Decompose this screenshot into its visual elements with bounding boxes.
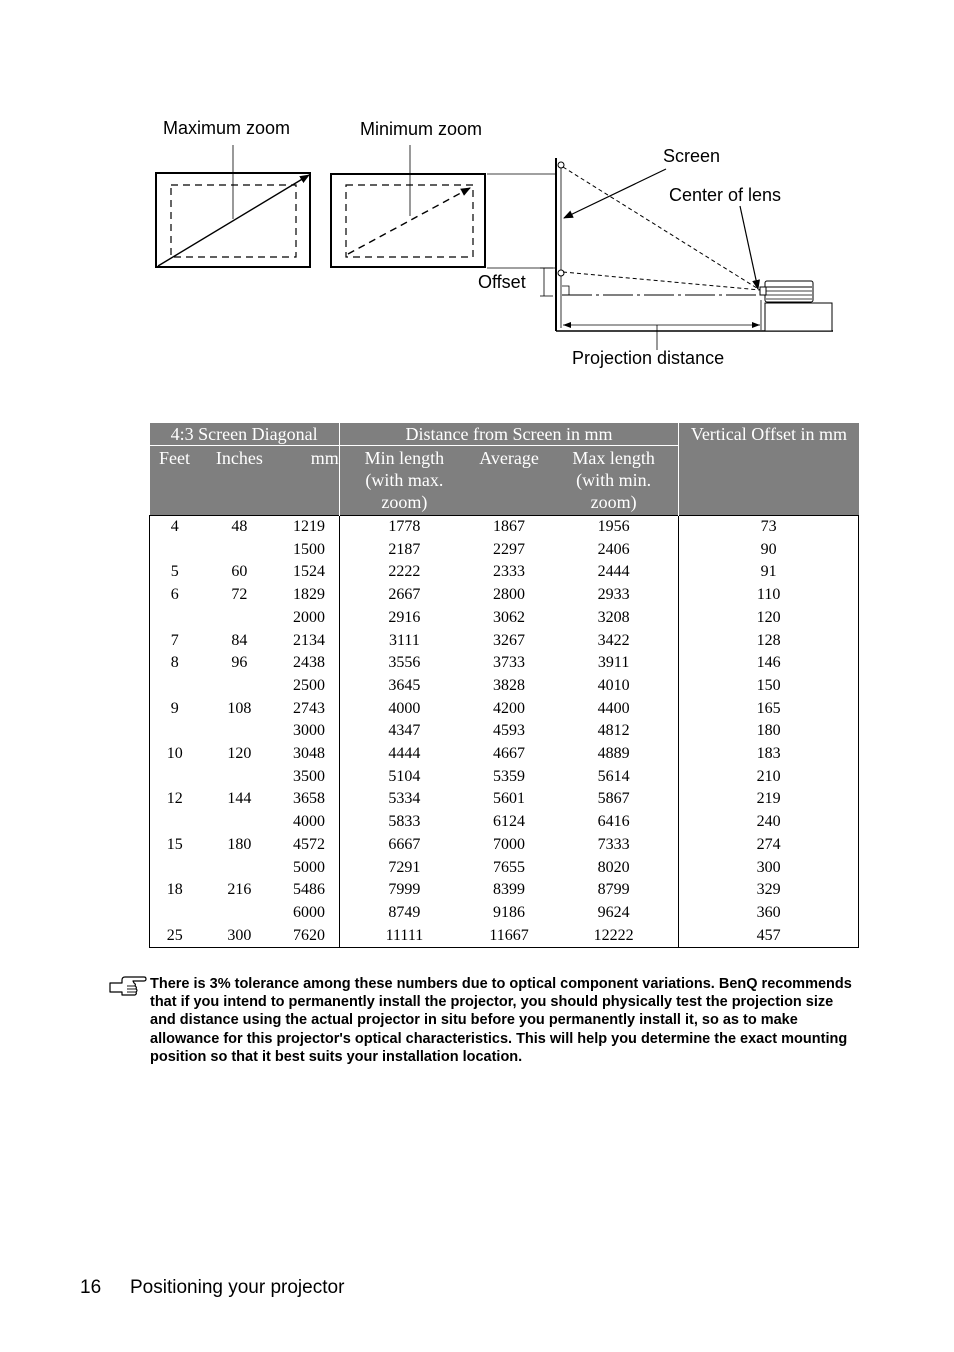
cell-max-length: 5867	[597, 790, 630, 808]
cell-vertical-offset: 165	[679, 698, 859, 721]
cell-inches	[199, 902, 279, 925]
cell-max-length: 9624	[597, 903, 630, 921]
cell-max-length: 8020	[597, 858, 630, 876]
cell-max-length: 5614	[597, 767, 630, 785]
header-distance: Distance from Screen in mm	[339, 423, 679, 446]
cell-inches	[199, 607, 279, 630]
table-row	[150, 539, 859, 562]
cell-inches: 216	[227, 881, 252, 899]
cell-vertical-offset: 329	[679, 879, 859, 902]
cell-feet	[150, 539, 200, 562]
cell-average: 7000	[493, 835, 526, 853]
cell-min-length: 11111	[339, 925, 469, 948]
cell-vertical-offset: 73	[679, 516, 859, 539]
table-row	[150, 857, 859, 880]
cell-min-length: 3645	[339, 675, 469, 698]
cell-average: 7655	[493, 858, 526, 876]
cell-max-length: 4010	[597, 676, 630, 694]
cell-feet: 6	[150, 584, 200, 607]
cell-mm: 1500	[293, 540, 326, 558]
cell-feet: 7	[150, 630, 200, 653]
cell-max-length: 6416	[597, 813, 630, 831]
cell-max-length: 12222	[549, 925, 679, 948]
cell-inches: 120	[227, 745, 252, 763]
cell-min-length: 8749	[339, 902, 469, 925]
header-min-length-line3: zoom)	[381, 492, 428, 512]
cell-feet: 4	[150, 516, 200, 539]
header-vertical-offset: Vertical Offset in mm	[679, 423, 859, 516]
projection-diagram	[0, 0, 954, 400]
cell-mm: 2500	[293, 676, 326, 694]
cell-min-length: 2222	[339, 561, 469, 584]
cell-feet: 25	[150, 925, 200, 948]
cell-mm: 3048	[293, 745, 326, 763]
table-row	[150, 811, 859, 834]
cell-mm: 5486	[293, 881, 326, 899]
cell-inches: 48	[199, 516, 279, 539]
screen-label: Screen	[663, 146, 721, 166]
cell-inches: 60	[231, 563, 248, 581]
cell-vertical-offset: 91	[679, 561, 859, 584]
cell-mm: 4572	[293, 835, 326, 853]
cell-average: 6124	[493, 813, 526, 831]
header-max-length-line1: Max length	[572, 448, 655, 468]
cell-feet: 9	[150, 698, 200, 721]
header-max-length-line3: zoom)	[590, 492, 637, 512]
cell-mm: 3500	[293, 767, 326, 785]
cell-max-length: 3422	[597, 631, 630, 649]
cell-mm: 2743	[293, 699, 326, 717]
cell-average: 3828	[493, 676, 526, 694]
cell-feet: 10	[150, 743, 200, 766]
cell-average: 9186	[493, 903, 526, 921]
cell-average: 3733	[493, 654, 526, 672]
cell-feet	[150, 720, 200, 743]
cell-vertical-offset: 360	[679, 902, 859, 925]
cell-mm: 2000	[293, 608, 326, 626]
cell-max-length: 7333	[597, 835, 630, 853]
header-min-length-line1: Min length	[364, 448, 445, 468]
cell-average: 5601	[493, 790, 526, 808]
cell-feet	[150, 811, 200, 834]
cell-feet	[150, 766, 200, 789]
cell-vertical-offset: 120	[679, 607, 859, 630]
cell-inches: 144	[227, 790, 252, 808]
table-row	[150, 675, 859, 698]
cell-feet: 18	[150, 879, 200, 902]
cell-average: 1867	[469, 516, 549, 539]
cell-average: 3062	[493, 608, 526, 626]
cell-vertical-offset: 240	[679, 811, 859, 834]
cell-mm: 6000	[293, 903, 326, 921]
table-row	[150, 584, 859, 607]
cell-average: 2800	[493, 586, 526, 604]
cell-min-length: 2916	[339, 607, 469, 630]
cell-feet: 15	[150, 834, 200, 857]
cell-max-length: 4812	[597, 722, 630, 740]
cell-max-length: 3208	[597, 608, 630, 626]
cell-vertical-offset: 183	[679, 743, 859, 766]
cell-average: 4593	[493, 722, 526, 740]
table-row	[150, 879, 859, 902]
projection-distance-label: Projection distance	[572, 348, 725, 368]
cell-mm: 7620	[279, 925, 339, 948]
cell-min-length: 5833	[339, 811, 469, 834]
cell-min-length: 6667	[339, 834, 469, 857]
cell-vertical-offset: 146	[679, 652, 859, 675]
cell-inches	[199, 675, 279, 698]
cell-max-length: 1956	[549, 516, 679, 539]
cell-average: 8399	[493, 881, 526, 899]
header-feet: Feet	[150, 446, 200, 516]
cell-average: 5359	[493, 767, 526, 785]
cell-max-length: 3911	[597, 654, 630, 672]
table-row	[150, 925, 859, 948]
table-row	[150, 834, 859, 857]
cell-min-length: 3556	[339, 652, 469, 675]
cell-min-length: 7999	[339, 879, 469, 902]
cell-average: 4667	[493, 745, 526, 763]
cell-min-length: 5104	[339, 766, 469, 789]
cell-inches	[199, 766, 279, 789]
cell-min-length: 2187	[339, 539, 469, 562]
max-zoom-label: Maximum zoom	[163, 118, 291, 138]
cell-inches: 180	[227, 835, 252, 853]
max-zoom-frame	[156, 145, 310, 267]
cell-max-length: 2406	[597, 540, 630, 558]
cell-inches: 72	[231, 586, 248, 604]
cell-vertical-offset: 210	[679, 766, 859, 789]
cell-inches: 84	[231, 631, 248, 649]
cell-inches	[199, 720, 279, 743]
cell-min-length: 4000	[339, 698, 469, 721]
cell-vertical-offset: 180	[679, 720, 859, 743]
section-title: Positioning your projector	[130, 1277, 345, 1298]
header-screen-diagonal: 4:3 Screen Diagonal	[150, 423, 340, 446]
center-of-lens-label: Center of lens	[669, 185, 782, 205]
header-min-length	[339, 446, 469, 516]
table-row	[150, 766, 859, 789]
cell-vertical-offset: 300	[679, 857, 859, 880]
cell-inches: 96	[231, 654, 248, 672]
cell-max-length: 8799	[597, 881, 630, 899]
cell-inches: 300	[199, 925, 279, 948]
cell-mm: 3658	[293, 790, 326, 808]
cell-min-length: 4347	[339, 720, 469, 743]
min-zoom-frame	[331, 145, 485, 267]
pointing-hand-icon	[108, 975, 148, 997]
header-average: Average	[469, 446, 549, 516]
cell-feet: 12	[150, 788, 200, 811]
cell-feet: 5	[150, 561, 200, 584]
projection-distance-table	[149, 423, 859, 948]
cell-min-length: 3111	[339, 630, 469, 653]
header-min-length-line2: (with max.	[365, 470, 444, 490]
cell-vertical-offset: 90	[679, 539, 859, 562]
cell-min-length: 4444	[339, 743, 469, 766]
cell-vertical-offset: 457	[679, 925, 859, 948]
cell-mm: 2134	[293, 631, 326, 649]
min-zoom-label: Minimum zoom	[360, 119, 483, 139]
cell-average: 2333	[493, 563, 526, 581]
table-row	[150, 743, 859, 766]
table-row	[150, 902, 859, 925]
cell-average: 3267	[493, 631, 526, 649]
cell-inches: 108	[227, 699, 252, 717]
cell-inches	[199, 811, 279, 834]
table-body	[150, 516, 859, 948]
table-row	[150, 652, 859, 675]
cell-min-length: 1778	[339, 516, 469, 539]
table-row	[150, 630, 859, 653]
cell-mm: 1219	[279, 516, 339, 539]
cell-feet	[150, 902, 200, 925]
cell-mm: 2438	[293, 654, 326, 672]
cell-feet	[150, 857, 200, 880]
table-row	[150, 516, 859, 539]
cell-vertical-offset: 110	[679, 584, 859, 607]
cell-vertical-offset: 219	[679, 788, 859, 811]
cell-average: 2297	[493, 540, 526, 558]
cell-average: 4200	[493, 699, 526, 717]
table-row	[150, 720, 859, 743]
projector-icon	[760, 281, 832, 331]
table-row	[150, 561, 859, 584]
table-row	[150, 698, 859, 721]
offset-label: Offset	[478, 272, 526, 292]
tolerance-note: There is 3% tolerance among these numbers due to optical component variations. BenQ recommends that if you intend to permanently install the projector, you should physically test the projection size and distance using the actual projector in situ before you permanently install it, so as to make allowance for this projector's optical characteristics. This will help you determine the exact mounting position so that it best suits your installation location.	[150, 976, 852, 1065]
cell-vertical-offset: 150	[679, 675, 859, 698]
cell-mm: 3000	[293, 722, 326, 740]
cell-mm: 1829	[293, 586, 326, 604]
cell-feet: 8	[150, 652, 200, 675]
cell-max-length: 2933	[597, 586, 630, 604]
cell-mm: 1524	[293, 563, 326, 581]
cell-min-length: 2667	[339, 584, 469, 607]
header-mm: mm	[279, 446, 339, 516]
cell-inches	[199, 539, 279, 562]
cell-inches	[199, 857, 279, 880]
cell-min-length: 5334	[339, 788, 469, 811]
cell-max-length: 2444	[597, 563, 630, 581]
cell-mm: 4000	[293, 813, 326, 831]
cell-max-length: 4889	[597, 745, 630, 763]
cell-min-length: 7291	[339, 857, 469, 880]
header-inches: Inches	[199, 446, 279, 516]
table-row	[150, 788, 859, 811]
header-max-length-line2: (with min.	[576, 470, 652, 490]
cell-average: 11667	[469, 925, 549, 948]
header-max-length	[549, 446, 679, 516]
cell-feet	[150, 675, 200, 698]
cell-vertical-offset: 128	[679, 630, 859, 653]
cell-vertical-offset: 274	[679, 834, 859, 857]
cell-max-length: 4400	[597, 699, 630, 717]
page-number: 16	[80, 1277, 102, 1298]
table-row	[150, 607, 859, 630]
cell-feet	[150, 607, 200, 630]
cell-mm: 5000	[293, 858, 326, 876]
